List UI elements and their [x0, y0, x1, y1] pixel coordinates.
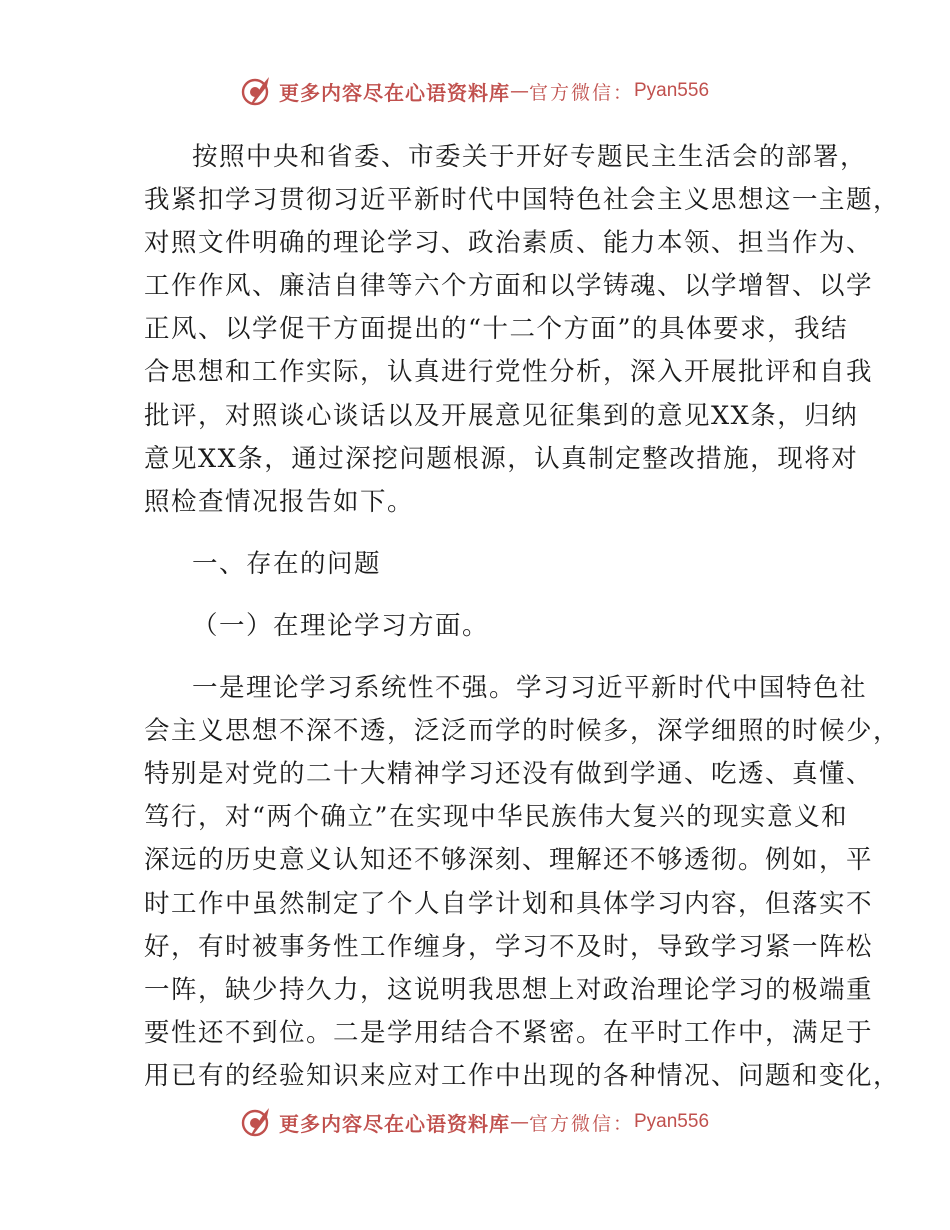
text-line: 用已有的经验知识来应对工作中出现的各种情况、问题和变化， — [144, 1060, 901, 1091]
watermark-account: Pyan556 — [634, 80, 710, 101]
text-line: 一是理论学习系统性不强。学习习近平新时代中国特色社 — [192, 673, 868, 704]
text-line: 笃行，对“两个确立”在实现中华民族伟大复兴的现实意义和 — [144, 802, 849, 833]
text-line: 我紧扣学习贯彻习近平新时代中国特色社会主义思想这一主题， — [144, 185, 901, 216]
text-line: 会主义思想不深不透，泛泛而学的时候多，深学细照的时候少， — [144, 716, 901, 747]
intro-paragraph — [144, 136, 901, 524]
watermark-official-label: 官方微信： — [528, 1112, 634, 1135]
document-body — [144, 136, 901, 1098]
text-line: 要性还不到位。二是学用结合不紧密。在平时工作中，满足于 — [144, 1017, 874, 1048]
watermark-brand: 更多内容尽在心语资料库 — [278, 1111, 510, 1136]
text-line: 对照文件明确的理论学习、政治素质、能力本领、担当作为、 — [144, 228, 874, 259]
watermark-official-label: 官方微信： — [528, 81, 634, 104]
text-line: 按照中央和省委、市委关于开好专题民主生活会的部署， — [192, 142, 868, 172]
header-watermark — [0, 71, 950, 111]
section-heading: 一、存在的问题 — [192, 548, 382, 579]
brush-logo-icon — [241, 1105, 273, 1139]
watermark-brand: 更多内容尽在心语资料库 — [278, 80, 510, 105]
text-line: 一阵，缺少持久力，这说明我思想上对政治理论学习的极端重 — [144, 974, 874, 1005]
text-line: 合思想和工作实际，认真进行党性分析，深入开展批评和自我 — [144, 357, 874, 388]
text-line: 照检查情况报告如下。 — [144, 486, 415, 517]
watermark-separator: — — [509, 1111, 529, 1133]
text-line: 特别是对党的二十大精神学习还没有做到学通、吃透、真懂、 — [144, 759, 874, 790]
text-line: 好，有时被事务性工作缠身，学习不及时，导致学习紧一阵松 — [144, 931, 874, 962]
text-line: 工作作风、廉洁自律等六个方面和以学铸魂、以学增智、以学 — [144, 271, 874, 302]
text-line: 深远的历史意义认知还不够深刻、理解还不够透彻。例如，平 — [144, 845, 874, 876]
watermark-account: Pyan556 — [634, 1111, 710, 1132]
footer-watermark — [0, 1102, 950, 1142]
text-line: 意见XX条，通过深挖问题根源，认真制定整改措施，现将对 — [144, 443, 859, 474]
watermark-separator: — — [509, 80, 529, 102]
subsection-heading: （一）在理论学习方面。 — [192, 610, 490, 641]
theory-study-paragraph — [144, 667, 901, 1098]
text-line: 时工作中虽然制定了个人自学计划和具体学习内容，但落实不 — [144, 888, 874, 919]
text-line: 批评，对照谈心谈话以及开展意见征集到的意见XX条，归纳 — [144, 400, 859, 431]
brush-logo-icon — [241, 74, 273, 108]
text-line: 正风、以学促干方面提出的“十二个方面”的具体要求，我结 — [144, 314, 849, 345]
